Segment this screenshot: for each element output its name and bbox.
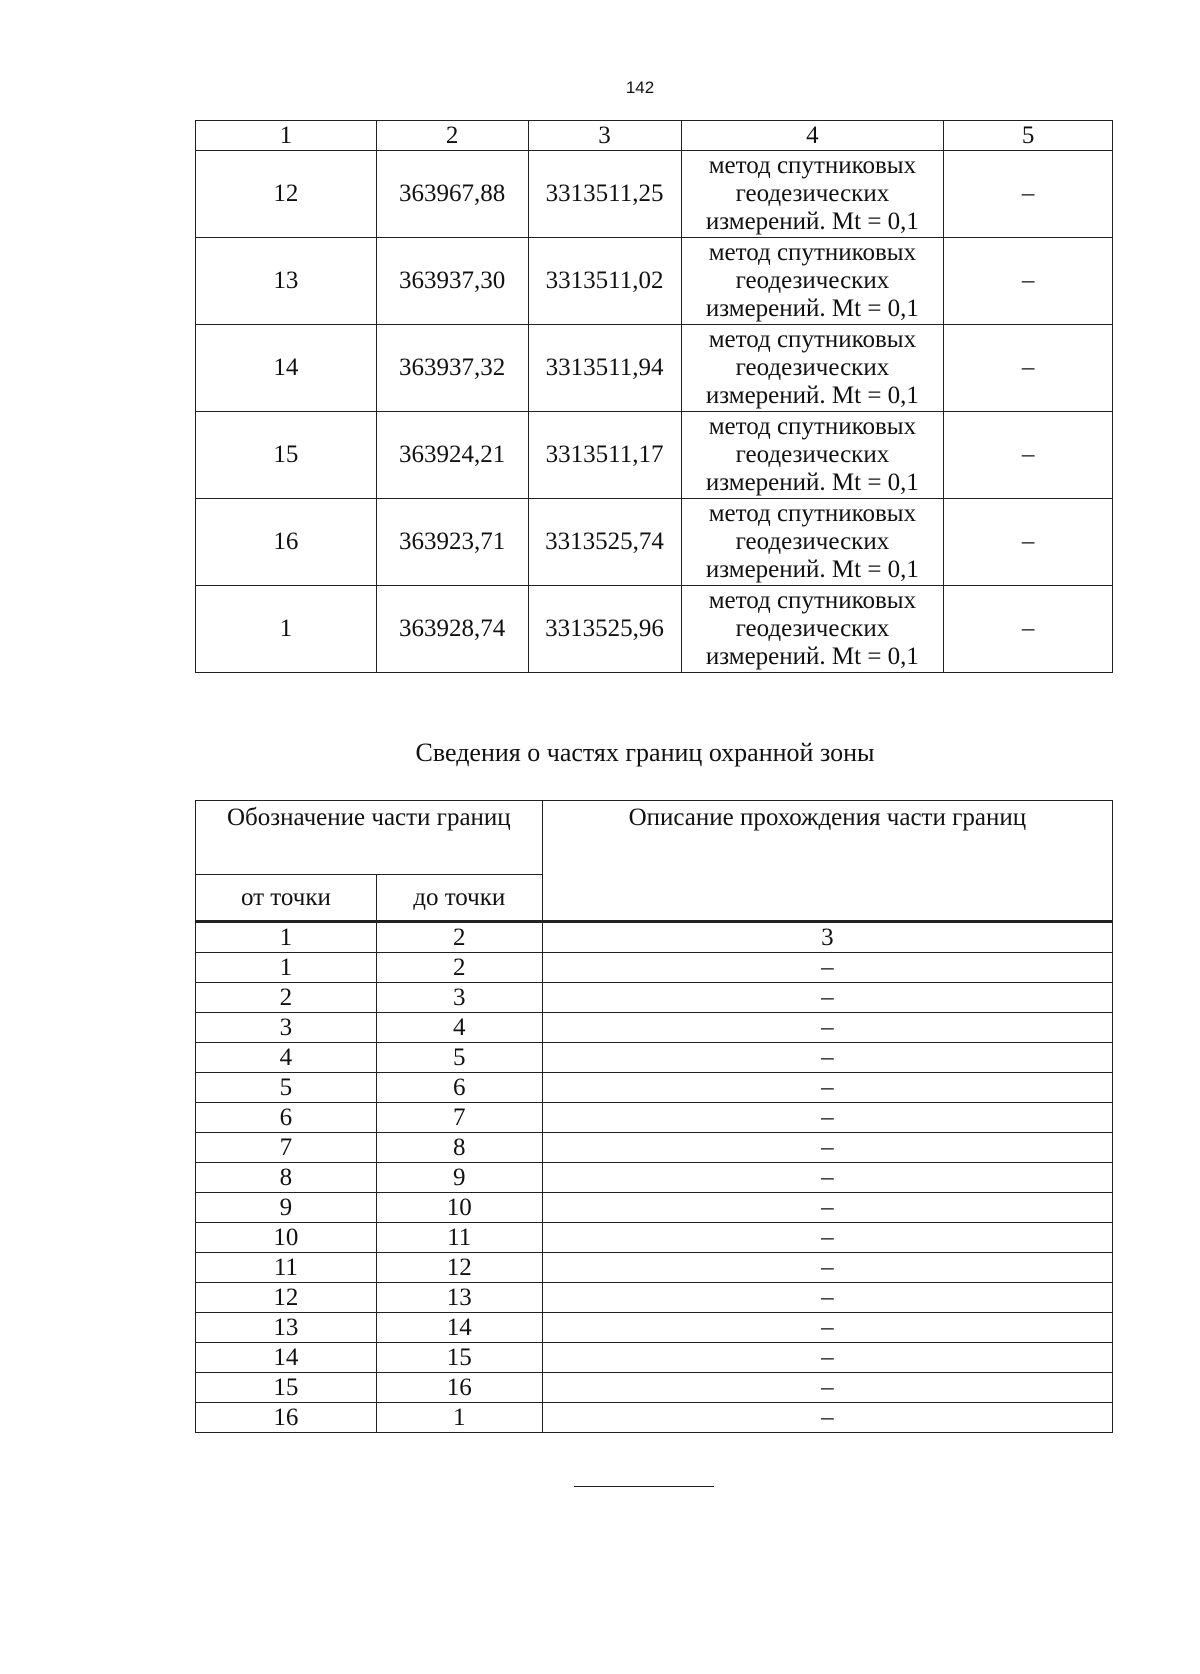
from-point: 15	[196, 1373, 377, 1403]
from-point: 14	[196, 1343, 377, 1373]
point-number: 13	[196, 238, 377, 325]
to-point: 2	[376, 953, 542, 983]
column-number-row	[196, 121, 1113, 151]
to-point: 9	[376, 1163, 542, 1193]
column-number-row	[196, 922, 1113, 953]
method-line: геодезических	[735, 180, 890, 207]
point-number: 16	[196, 499, 377, 586]
method-line: метод спутниковых	[708, 326, 917, 353]
column-number: 3	[542, 922, 1112, 953]
point-number: 14	[196, 325, 377, 412]
coordinate-y: 3313511,17	[528, 412, 681, 499]
to-point: 4	[376, 1013, 542, 1043]
coordinate-x: 363923,71	[376, 499, 528, 586]
to-point: 5	[376, 1043, 542, 1073]
table-row	[196, 1193, 1113, 1223]
method-line: метод спутниковых	[708, 413, 917, 440]
from-point: 9	[196, 1193, 377, 1223]
header-row	[196, 801, 1113, 875]
to-point: 15	[376, 1343, 542, 1373]
method-line: измерений. Mt = 0,1	[705, 295, 919, 322]
table-row	[196, 238, 1113, 325]
method-line: измерений. Mt = 0,1	[705, 556, 919, 583]
from-point: 3	[196, 1013, 377, 1043]
coordinate-y: 3313525,96	[528, 586, 681, 673]
description-cell: –	[542, 1283, 1112, 1313]
from-point: 4	[196, 1043, 377, 1073]
to-point: 11	[376, 1223, 542, 1253]
method-cell	[681, 499, 944, 586]
to-point: 8	[376, 1133, 542, 1163]
table-row	[196, 412, 1113, 499]
from-point: 6	[196, 1103, 377, 1133]
description-cell: –	[542, 1073, 1112, 1103]
method-cell	[681, 412, 944, 499]
note-cell: –	[944, 412, 1113, 499]
coordinate-y: 3313525,74	[528, 499, 681, 586]
from-point: 7	[196, 1133, 377, 1163]
note-cell: –	[944, 325, 1113, 412]
description-cell: –	[542, 1343, 1112, 1373]
table-row	[196, 1253, 1113, 1283]
method-cell	[681, 151, 944, 238]
description-cell: –	[542, 1013, 1112, 1043]
from-point: 2	[196, 983, 377, 1013]
method-line: метод спутниковых	[708, 152, 917, 179]
description-cell: –	[542, 1103, 1112, 1133]
table-row	[196, 1403, 1113, 1433]
table-row	[196, 499, 1113, 586]
method-line: измерений. Mt = 0,1	[705, 208, 919, 235]
coordinate-y: 3313511,25	[528, 151, 681, 238]
table-row	[196, 1313, 1113, 1343]
to-point: 13	[376, 1283, 542, 1313]
coordinate-x: 363967,88	[376, 151, 528, 238]
to-point: 16	[376, 1373, 542, 1403]
coordinate-x: 363924,21	[376, 412, 528, 499]
to-point: 12	[376, 1253, 542, 1283]
from-point-header: от точки	[196, 875, 377, 922]
table-row	[196, 1163, 1113, 1193]
coordinate-x: 363928,74	[376, 586, 528, 673]
method-cell	[681, 325, 944, 412]
table-row	[196, 325, 1113, 412]
table-row	[196, 953, 1113, 983]
table-row	[196, 1013, 1113, 1043]
from-point: 5	[196, 1073, 377, 1103]
description-header: Описание прохождения части границ	[542, 801, 1112, 922]
description-cell: –	[542, 1373, 1112, 1403]
method-line: геодезических	[735, 615, 890, 642]
table-row	[196, 1103, 1113, 1133]
method-line: метод спутниковых	[708, 500, 917, 527]
description-cell: –	[542, 983, 1112, 1013]
method-line: измерений. Mt = 0,1	[705, 643, 919, 670]
method-cell	[681, 238, 944, 325]
coordinate-y: 3313511,02	[528, 238, 681, 325]
to-point: 1	[376, 1403, 542, 1433]
method-line: геодезических	[735, 528, 890, 555]
end-divider	[574, 1486, 714, 1487]
method-line: геодезических	[735, 441, 890, 468]
description-cell: –	[542, 1133, 1112, 1163]
to-point: 6	[376, 1073, 542, 1103]
description-cell: –	[542, 953, 1112, 983]
to-point: 14	[376, 1313, 542, 1343]
table-row	[196, 151, 1113, 238]
point-number: 15	[196, 412, 377, 499]
note-cell: –	[944, 151, 1113, 238]
table-row	[196, 1373, 1113, 1403]
from-point: 16	[196, 1403, 377, 1433]
coordinate-x: 363937,32	[376, 325, 528, 412]
column-number: 3	[528, 121, 681, 151]
method-line: геодезических	[735, 267, 890, 294]
note-cell: –	[944, 499, 1113, 586]
table-row	[196, 586, 1113, 673]
note-cell: –	[944, 586, 1113, 673]
column-number: 1	[196, 121, 377, 151]
table-row	[196, 983, 1113, 1013]
table-row	[196, 1343, 1113, 1373]
coordinates-table	[195, 120, 1113, 673]
column-number: 1	[196, 922, 377, 953]
description-cell: –	[542, 1043, 1112, 1073]
from-point: 13	[196, 1313, 377, 1343]
column-number: 5	[944, 121, 1113, 151]
description-cell: –	[542, 1193, 1112, 1223]
description-cell: –	[542, 1163, 1112, 1193]
description-cell: –	[542, 1253, 1112, 1283]
table-row	[196, 1283, 1113, 1313]
column-number: 2	[376, 922, 542, 953]
designation-header: Обозначение части границ	[196, 801, 543, 875]
section-title: Сведения о частях границ охранной зоны	[415, 738, 875, 767]
method-line: измерений. Mt = 0,1	[705, 382, 919, 409]
from-point: 11	[196, 1253, 377, 1283]
method-line: геодезических	[735, 354, 890, 381]
description-cell: –	[542, 1313, 1112, 1343]
from-point: 1	[196, 953, 377, 983]
point-number: 1	[196, 586, 377, 673]
point-number: 12	[196, 151, 377, 238]
boundary-parts-table	[195, 800, 1113, 1433]
method-line: метод спутниковых	[708, 587, 917, 614]
table-row	[196, 1043, 1113, 1073]
column-number: 4	[681, 121, 944, 151]
from-point: 8	[196, 1163, 377, 1193]
from-point: 10	[196, 1223, 377, 1253]
page-number: 142	[625, 78, 655, 97]
description-cell: –	[542, 1223, 1112, 1253]
method-line: метод спутниковых	[708, 239, 917, 266]
description-cell: –	[542, 1403, 1112, 1433]
to-point: 3	[376, 983, 542, 1013]
table-row	[196, 1133, 1113, 1163]
note-cell: –	[944, 238, 1113, 325]
to-point: 7	[376, 1103, 542, 1133]
coordinate-x: 363937,30	[376, 238, 528, 325]
table-row	[196, 1223, 1113, 1253]
from-point: 12	[196, 1283, 377, 1313]
column-number: 2	[376, 121, 528, 151]
coordinate-y: 3313511,94	[528, 325, 681, 412]
method-cell	[681, 586, 944, 673]
to-point-header: до точки	[376, 875, 542, 922]
to-point: 10	[376, 1193, 542, 1223]
method-line: измерений. Mt = 0,1	[705, 469, 919, 496]
table-row	[196, 1073, 1113, 1103]
